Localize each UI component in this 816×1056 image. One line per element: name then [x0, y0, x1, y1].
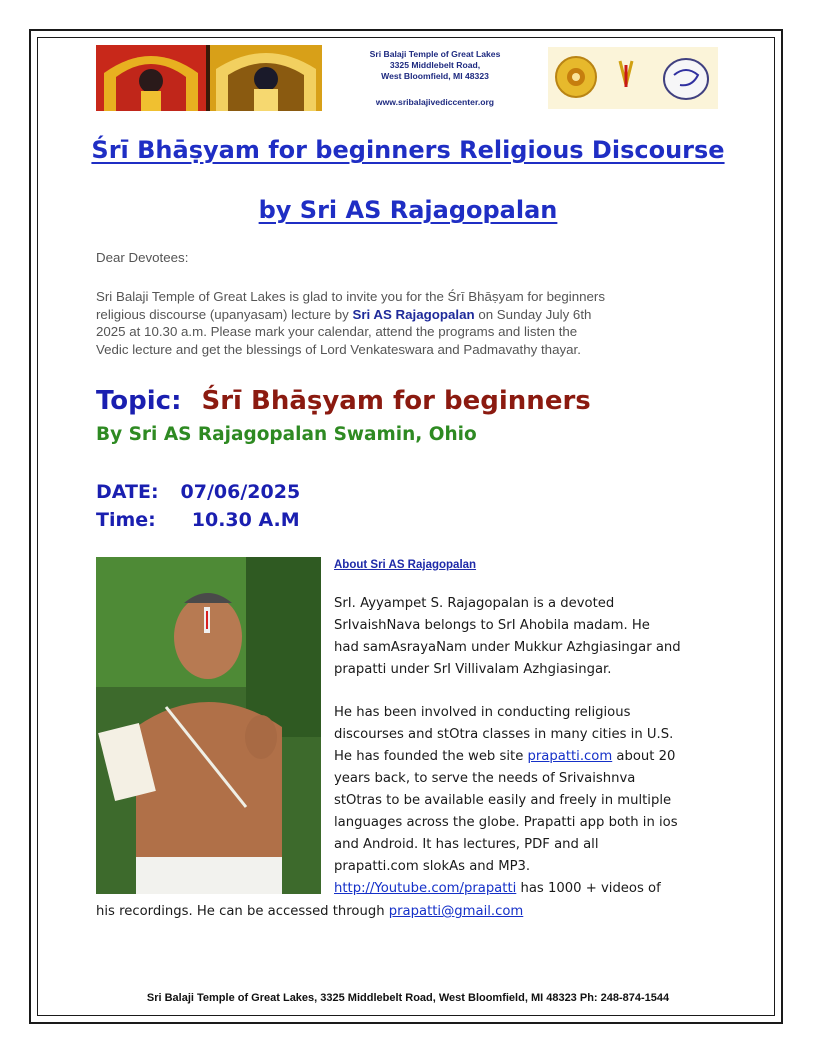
event-time	[96, 509, 300, 531]
discourse-title: Śrī Bhāṣyam for beginners Religious Discourse	[91, 136, 725, 164]
temple-address: Sri Balaji Temple of Great Lakes 3325 Middlebelt Road, West Bloomfield, MI 48323	[369, 49, 501, 81]
about-heading: About Sri AS Rajagopalan	[334, 559, 477, 571]
conch-icon	[664, 59, 708, 99]
footer-address: Sri Balaji Temple of Great Lakes, 3325 Middlebelt Road, West Bloomfield, MI 48323 Ph: 248-874-1544	[146, 992, 670, 1004]
topic-label: Topic:	[96, 386, 182, 416]
youtube-link[interactable]: http://Youtube.com/prapatti	[334, 881, 517, 896]
chakra-icon	[556, 57, 596, 97]
discourse-speaker-title: by Sri AS Rajagopalan	[258, 196, 558, 224]
time-label: Time:	[96, 509, 156, 531]
event-date	[96, 481, 300, 503]
email-link[interactable]: prapatti@gmail.com	[388, 904, 524, 919]
date-label: DATE:	[96, 481, 159, 503]
greeting: Dear Devotees:	[96, 250, 189, 265]
invitation-paragraph: Sri Balaji Temple of Great Lakes is glad to invite you for the Śrī Bhāṣyam for beginners religious discourse (upanyasam) lecture by Sri AS Rajagopalan on Sunday July 6th 2025 at 10.30 a.m. Please mark your calendar, attend the programs and listen the Vedic lecture and get the blessings of Lord Venkateswara and Padmavathy thayar.	[96, 289, 605, 357]
speaker-name: Sri AS Rajagopalan	[352, 306, 475, 322]
topic-heading	[96, 386, 591, 416]
temple-website: www.sribalajivediccenter.org	[375, 97, 495, 107]
topic-value: Śrī Bhāṣyam for beginners	[201, 386, 591, 416]
conch-chakra-emblem	[548, 47, 718, 109]
topic-byline: By Sri AS Rajagopalan Swamin, Ohio	[96, 424, 477, 445]
bio-contact-line: his recordings. He can be accessed through prapatti@gmail.com	[96, 904, 524, 919]
time-value: 10.30 A.M	[191, 509, 300, 531]
bio-paragraph-2: He has been involved in conducting religious discourses and stOtra classes in many cities in U.S. He has founded the web site prapatti.com about 20 years back, to serve the needs of Srivaishnva stOtras to be available easily and freely in multiple languages across the globe. Prapatti app both in ios and Android. It has lectures, PDF and all prapatti.com slokAs and MP3. http://Youtube.com/prapatti has 1000 + videos of	[334, 705, 678, 896]
bio-paragraph-1: SrI. Ayyampet S. Rajagopalan is a devoted SrIvaishNava belongs to SrI Ahobila madam. He had samAsrayaNam under Mukkur Azhgiasingar and prapatti under SrI Villivalam Azhgiasingar.	[334, 596, 681, 677]
deity-images	[96, 45, 322, 111]
letterhead	[96, 45, 718, 111]
date-value: 07/06/2025	[180, 481, 301, 503]
speaker-photo	[96, 557, 321, 894]
prapatti-link[interactable]: prapatti.com	[527, 749, 613, 764]
